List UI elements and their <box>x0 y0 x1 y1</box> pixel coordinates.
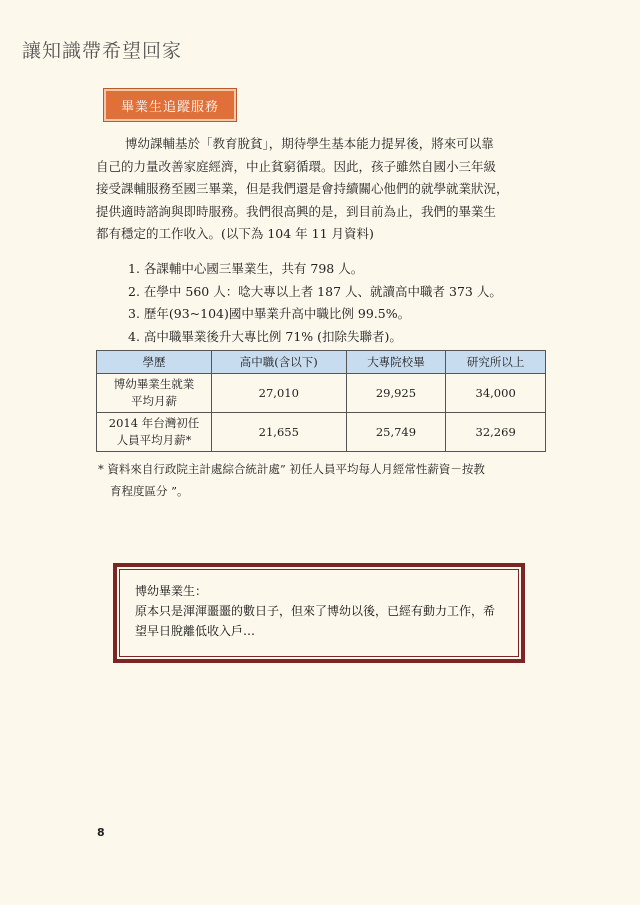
section-tag: 畢業生追蹤服務 <box>104 89 236 121</box>
intro-paragraph <box>96 133 554 246</box>
table-header-cell: 學歷 <box>97 351 212 374</box>
table-cell: 27,010 <box>212 374 347 413</box>
graduate-quote-box <box>113 563 525 663</box>
footnote-line: 育程度區分 ”。 <box>110 484 189 498</box>
list-item: 3. 歷年(93~104)國中畢業升高中職比例 99.5%。 <box>128 306 411 321</box>
quote-line: 原本只是渾渾噩噩的數日子，但來了博幼以後，已經有動力工作，希 <box>135 604 496 618</box>
list-item: 2. 在學中 560 人：唸大專以上者 187 人、就讀高中職者 373 人。 <box>128 283 502 299</box>
page-header-title: 讓知識帶希望回家 <box>22 40 183 62</box>
table-row-label <box>97 374 212 413</box>
table-header-cell: 研究所以上 <box>446 351 546 374</box>
table-cell: 34,000 <box>446 374 546 413</box>
row-label-line: 博幼畢業生就業 <box>113 377 195 391</box>
footnote-line: * 資料來自行政院主計處綜合統計處” 初任人員平均每人月經常性薪資－按教 <box>98 462 485 476</box>
list-item: 1. 各課輔中心國三畢業生，共有 798 人。 <box>128 261 364 276</box>
intro-line: 都有穩定的工作收入。(以下為 104 年 11 月資料) <box>96 226 374 241</box>
table-cell: 29,925 <box>346 374 446 413</box>
intro-line: 接受課輔服務至國三畢業，但是我們還是會持續關心他們的就學就業狀況， <box>96 181 509 196</box>
quote-title: 博幼畢業生： <box>135 584 208 598</box>
table-header-cell: 高中職(含以下) <box>212 351 347 374</box>
table-footnote <box>98 458 548 502</box>
row-label-line: 平均月薪 <box>131 394 177 408</box>
table-row <box>97 374 546 413</box>
intro-line: 自己的力量改善家庭經濟，中止貧窮循環。因此，孩子雖然自國小三年級 <box>96 158 497 174</box>
quote-line: 望早日脫離低收入戶… <box>135 624 256 638</box>
table-header-row <box>97 351 546 374</box>
salary-table <box>96 350 546 452</box>
table-header-cell: 大專院校畢 <box>346 351 446 374</box>
list-item: 4. 高中職畢業後升大專比例 71% (扣除失聯者)。 <box>128 328 402 344</box>
intro-line: 博幼課輔基於「教育脫貧」，期待學生基本能力提昇後，將來可以靠 <box>125 136 494 151</box>
row-label-line: 2014 年台灣初任 <box>108 416 200 430</box>
row-label-line: 人員平均月薪* <box>116 433 192 447</box>
table-row-label <box>97 413 212 452</box>
table-cell: 32,269 <box>446 413 546 452</box>
intro-line: 提供適時諮詢與即時服務。我們很高興的是，到目前為止，我們的畢業生 <box>96 203 497 219</box>
table-cell: 25,749 <box>346 413 446 452</box>
stats-list <box>128 258 502 348</box>
table-cell: 21,655 <box>212 413 347 452</box>
page-number: 8 <box>97 826 105 839</box>
table-row <box>97 413 546 452</box>
